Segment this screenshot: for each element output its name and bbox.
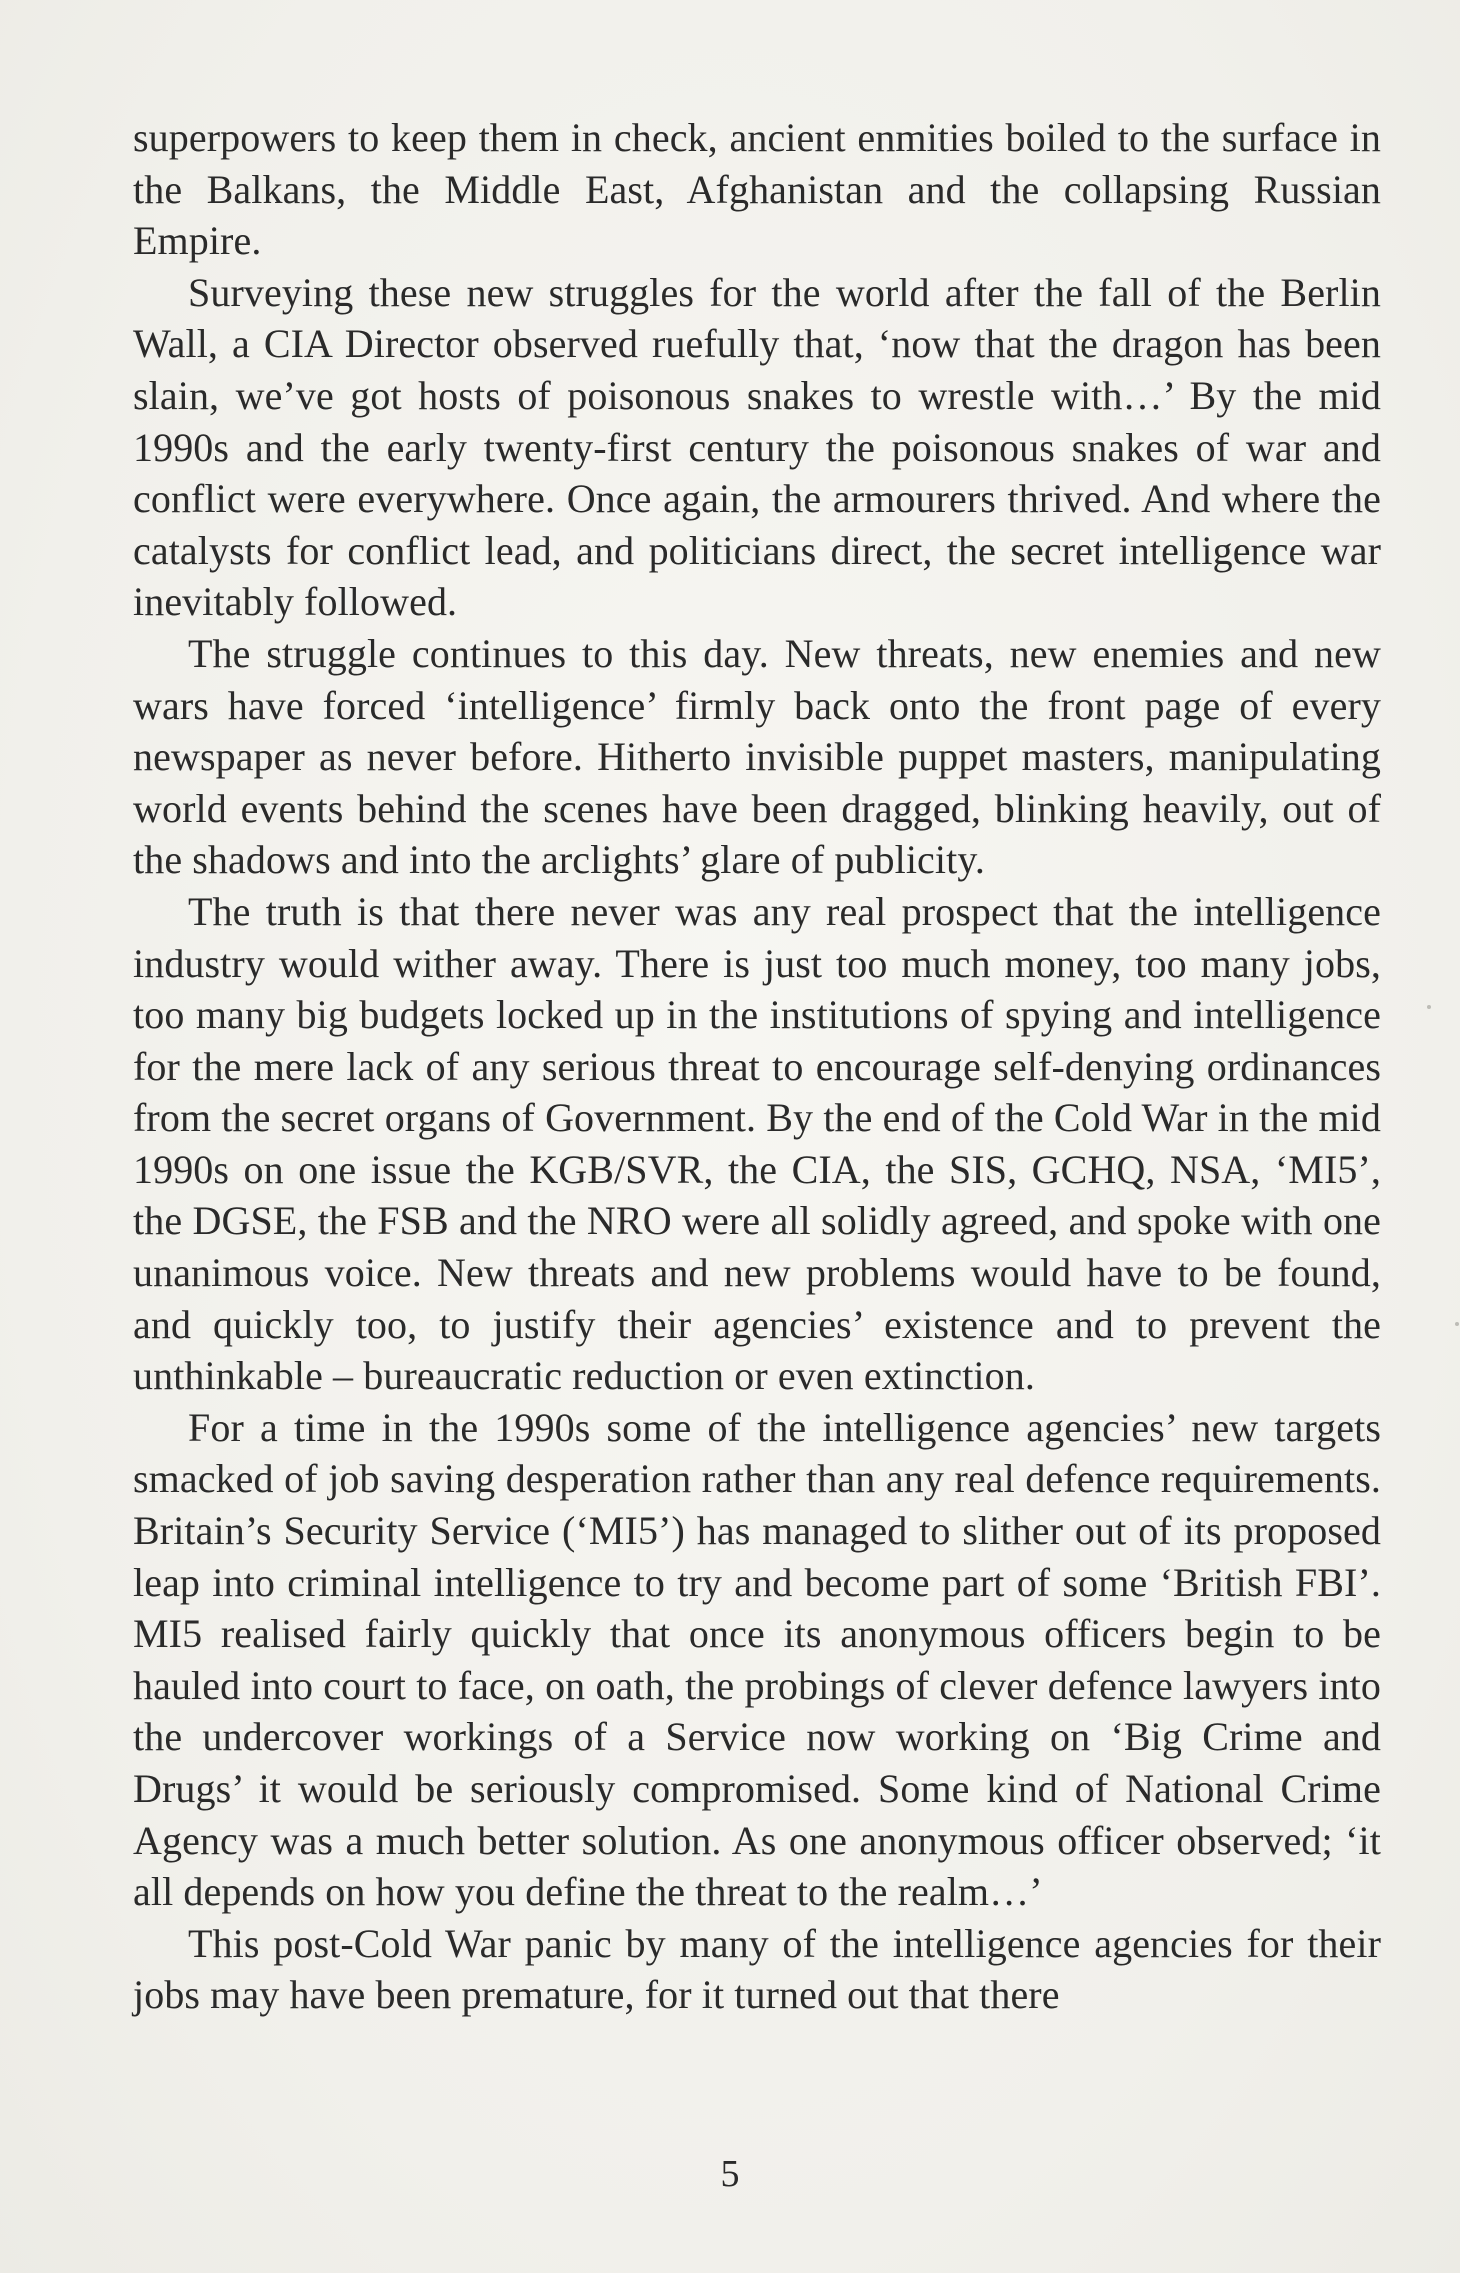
paper-speck — [1455, 1322, 1459, 1326]
paper-speck — [1427, 1005, 1431, 1009]
paragraph: Surveying these new struggles for the world after the fall of the Berlin Wall, a CIA Director observed ruefully that, ‘now that the dragon has been slain, we’ve got hosts of poisonous snakes to wrestle with…’ By the mid 1990s and the early twenty-first century the poisonous snakes of war and conflict were everywhere. Once again, the armourers thrived. And where the catalysts for conflict lead, and politicians direct, the secret intelligence war inevitably followed. — [133, 269, 1381, 625]
page-number: 5 — [720, 2153, 740, 2195]
body-text — [133, 112, 1381, 2021]
paragraph: This post-Cold War panic by many of the intelligence agencies for their jobs may have been premature, for it turned out that there — [133, 1920, 1381, 2018]
paragraph: The truth is that there never was any real prospect that the intelligence industry would wither away. There is just too much money, too many jobs, too many big budgets locked up in the institutions of spying and intelligence for the mere lack of any serious threat to encourage self-denying ordinances from the secret organs of Government. By the end of the Cold War in the mid 1990s on one issue the KGB/SVR, the CIA, the SIS, GCHQ, NSA, ‘MI5’, the DGSE, the FSB and the NRO were all solidly agreed, and spoke with one unanimous voice. New threats and new problems would have to be found, and quickly too, to justify their agencies’ existence and to prevent the unthinkable – bureaucratic reduction or even extinction. — [133, 888, 1381, 1399]
paragraph: For a time in the 1990s some of the intelligence agencies’ new targets smacked of job saving desperation rather than any real defence requirements. Britain’s Security Service (‘MI5’) has managed to slither out of its proposed leap into criminal intelligence to try and become part of some ‘British FBI’. MI5 realised fairly quickly that once its anonymous officers begin to be hauled into court to face, on oath, the probings of clever defence lawyers into the undercover workings of a Service now working on ‘Big Crime and Drugs’ it would be seriously compromised. Some kind of National Crime Agency was a much better solution. As one anonymous officer observed; ‘it all depends on how you define the threat to the realm…’ — [133, 1404, 1381, 1915]
paragraph: The struggle continues to this day. New threats, new enemies and new wars have forced ‘intelligence’ firmly back onto the front page of every newspaper as never before. Hitherto invisible puppet masters, manipulating world events behind the scenes have been dragged, blinking heavily, out of the shadows and into the arclights’ glare of publicity. — [133, 630, 1381, 883]
paragraph: superpowers to keep them in check, ancient enmities boiled to the surface in the Balkans, the Middle East, Afghanistan and the collapsing Russian Empire. — [133, 115, 1381, 264]
